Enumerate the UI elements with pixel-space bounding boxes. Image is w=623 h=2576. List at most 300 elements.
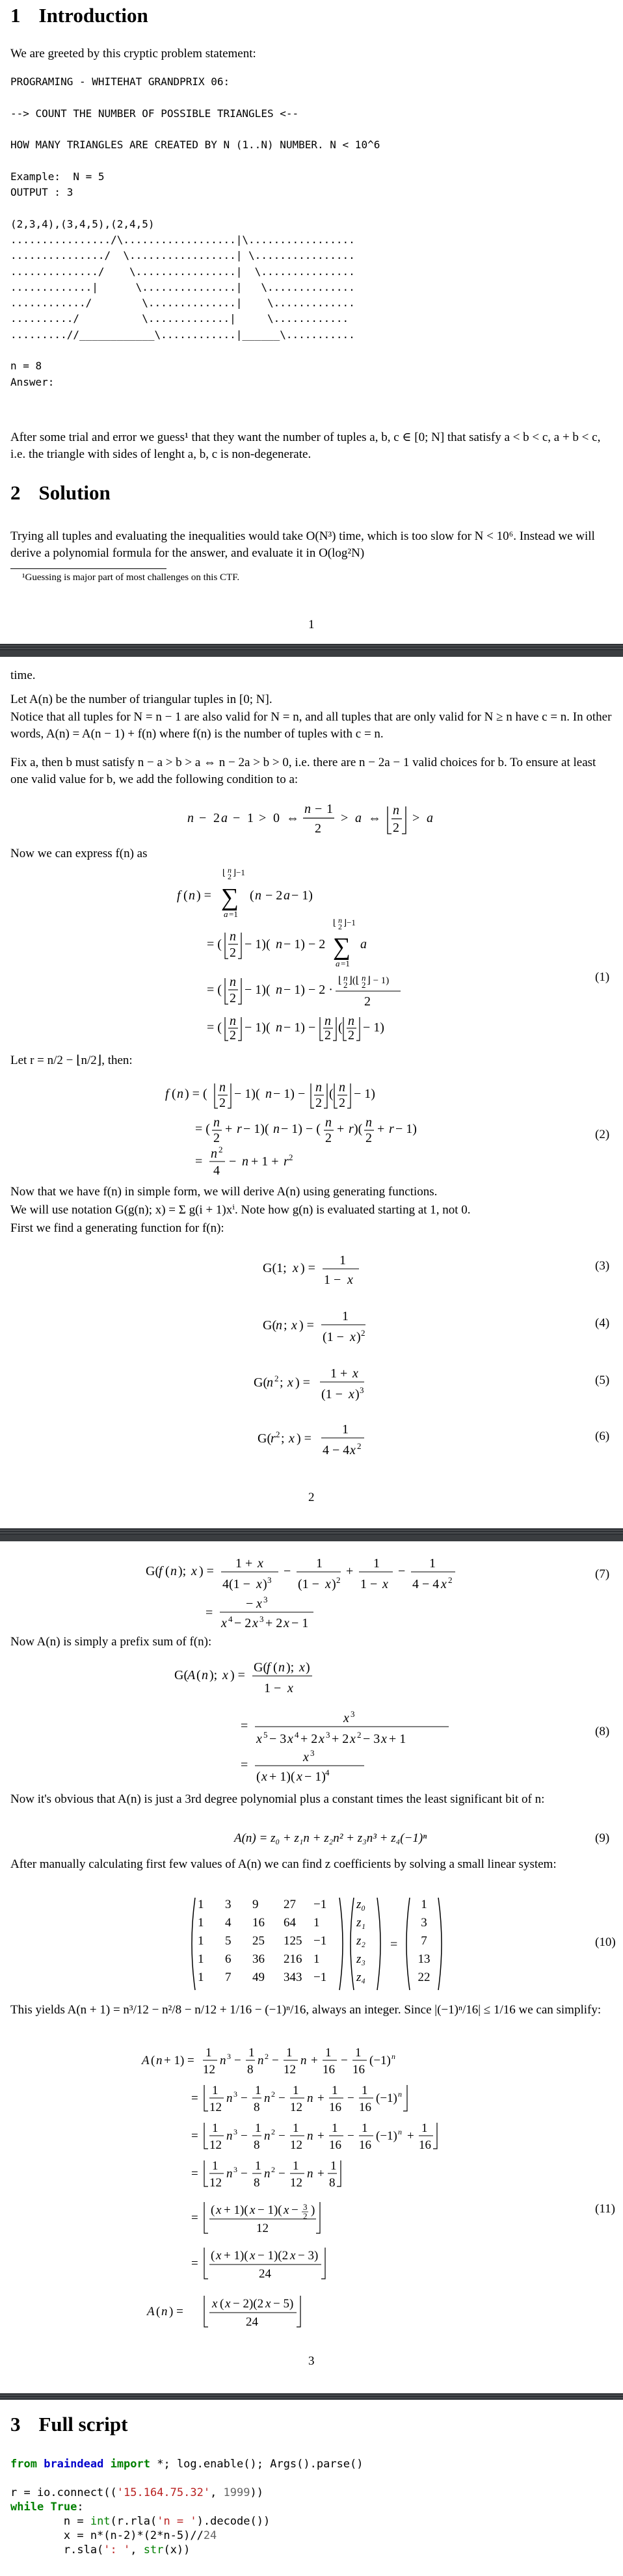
svg-text:− 5): − 5) [273,2297,294,2311]
svg-text:);: ); [209,1668,218,1682]
svg-text:4 − 4: 4 − 4 [412,1577,440,1591]
svg-text:n: n [276,1318,282,1333]
svg-text:+ 1) =: + 1) = [164,2054,194,2067]
svg-text:x: x [352,1366,358,1381]
svg-text:n: n [325,1115,332,1130]
pre-line: .............../ \.................| \................ [10,249,355,262]
svg-text:);: ); [178,1564,187,1578]
svg-text:x: x [299,1660,305,1675]
svg-text:3: 3 [233,2127,237,2136]
pre-line: ............/ \..............| \............. [10,297,355,310]
svg-text:−: − [234,2054,241,2067]
svg-text:r: r [284,1154,289,1169]
svg-text:+ 1: + 1 [389,1732,406,1746]
svg-text:3: 3 [259,1614,264,1624]
pre-line: n = 8 [10,360,42,373]
svg-text:x: x [290,2249,296,2263]
problem-statement-pre [10,74,380,390]
svg-text:=: = [191,2167,198,2181]
svg-text:= (: = ( [207,937,222,951]
svg-text:1: 1 [293,2159,299,2173]
svg-text:G(: G( [254,1375,268,1390]
svg-text:−: − [398,1564,406,1578]
svg-text:) =: ) = [196,888,211,903]
matrix-cell: −1 [313,1971,327,1984]
svg-text:x: x [347,1273,353,1287]
definition-text: Let A(n) be the number of triangular tuples in [0; N]. [10,693,272,706]
svg-text:a: a [355,811,362,825]
matrix-cell: 1 [313,1916,320,1930]
matrix-cell: 27 [284,1898,296,1911]
svg-text:4(1 −: 4(1 − [222,1577,250,1591]
svg-text:x: x [284,1616,289,1628]
svg-text:G(: G( [263,1318,277,1333]
svg-text:− 1): − 1) [291,888,313,903]
svg-text:1: 1 [255,2084,261,2097]
svg-text:1: 1 [293,2121,299,2135]
matrix-cell: 1 [198,1934,204,1948]
svg-text:− 1)(: − 1)( [234,1087,260,1101]
svg-text:A: A [187,1668,196,1682]
svg-text:n: n [338,916,342,925]
svg-text:= (: = ( [195,1122,210,1136]
svg-text:(: ( [273,1660,278,1675]
svg-text:2: 2 [274,1374,279,1383]
generating-functions-text: Now that we have f(n) in simple form, we will derive A(n) using generating functions. [10,1185,438,1199]
svg-text:2: 2 [303,2211,308,2221]
svg-text:x: x [350,1732,356,1746]
svg-text:2: 2 [230,991,236,1005]
equation-7 [0,1544,623,1628]
svg-text:(1 −: (1 − [321,1387,343,1401]
equation-2 [0,1073,623,1177]
svg-text:1: 1 [325,2046,332,2060]
svg-text:−: − [278,2091,285,2105]
svg-text:+: + [346,1564,354,1578]
svg-text:2: 2 [230,946,236,960]
svg-text:n: n [307,2091,313,2105]
svg-text:x: x [261,1770,267,1783]
svg-text:=: = [191,2129,198,2143]
svg-text:3: 3 [303,2202,308,2212]
equation-9: A(n) = z₀ + z₁n + z₂n² + z₃n³ + z₄(−1)ⁿ [234,1831,427,1845]
svg-text:+: + [225,1122,233,1136]
svg-text:⌋(⌊: ⌋(⌊ [349,976,360,986]
svg-text:x: x [191,1564,197,1578]
equation-8-svg [0,1653,623,1783]
svg-text:n: n [398,2127,402,2136]
svg-text:3: 3 [351,1709,355,1719]
svg-text:1: 1 [362,2084,368,2097]
equations-3-6 [0,1240,623,1480]
svg-text:): ) [355,1387,360,1401]
fix-a-text: Fix a, then b must satisfy n − a > b > a ⇔ n − 2a > b > 0, i.e. there are n − 2a − 1 valid choices for b. To ensure at least one valid value for b, we add the following condition to a: [10,756,596,786]
svg-text:+ 1 +: + 1 + [251,1154,279,1169]
svg-text:>: > [412,811,420,825]
svg-text:− 1) −: − 1) − [284,1020,316,1035]
svg-text:n: n [307,2129,313,2143]
svg-text:): ) [356,1330,361,1344]
svg-text:) = (: ) = ( [185,1087,207,1101]
svg-text:a: a [284,888,290,903]
recurrence-text: Notice that all tuples for N = n − 1 are also valid for N = n, and all tuples that are only valid for N ≥ n have c = n. In other words, A(n) = A(n − 1) + f(n) where f(n) is the number of tuples with c = n. [10,710,612,741]
pre-line: ........../ \.............| \............ [10,312,349,325]
svg-text:12: 12 [290,2176,302,2190]
pre-line: PROGRAMING - WHITEHAT GRANDPRIX 06: [10,75,230,88]
svg-text:16: 16 [359,2101,371,2114]
svg-text:x: x [221,1616,227,1628]
section-heading-full-script: 3 Full script [10,2413,128,2436]
svg-text:n: n [267,1375,273,1390]
svg-text:(: ( [156,2305,161,2318]
svg-text:G(: G( [258,1431,272,1446]
section-heading-solution: 2 Solution [10,481,111,504]
matrix-cell: 3 [225,1898,232,1911]
svg-text:(−1): (−1) [376,2129,397,2143]
matrix-cell: 1 [198,1898,204,1911]
matrix-cell: 1 [313,1952,320,1966]
page-2 [0,657,623,1528]
svg-text:−: − [241,2167,248,2181]
svg-text:−: − [347,2091,354,2105]
svg-text:3: 3 [263,1595,268,1604]
svg-text:− 3): − 3) [298,2249,319,2263]
svg-text:): ) [311,2203,315,2217]
svg-text:n: n [219,1080,226,1095]
svg-text:=: = [241,1758,248,1772]
svg-text:3: 3 [360,1385,364,1395]
equation-10-label: (10) [595,1935,616,1949]
svg-text:(: ( [329,1087,334,1101]
svg-text:(: ( [211,2249,215,2263]
matrix-cell: 1 [198,1952,204,1966]
svg-text:1: 1 [286,2046,293,2060]
express-f-text: Now we can express f(n) as [10,847,148,860]
svg-text:2: 2 [338,922,342,931]
svg-text:x: x [265,2297,271,2311]
code-line: n = int(r.rla('n = ').decode()) [10,2515,271,2528]
svg-text:12: 12 [209,2101,222,2114]
matrix-cell: 49 [252,1971,265,1984]
svg-text:G(: G( [254,1660,268,1675]
svg-text:1: 1 [342,1309,349,1323]
pre-line: Example: N = 5 [10,170,105,183]
svg-text:n: n [156,2054,163,2067]
condition-equation [0,795,623,840]
svg-text:x: x [319,1732,325,1746]
matrix-cell: 1 [198,1971,204,1984]
svg-text:=: = [191,2257,198,2270]
equation-6-label: (6) [595,1429,610,1443]
svg-text:x: x [287,1681,293,1695]
svg-text:=1: =1 [229,909,238,919]
svg-text:1: 1 [212,2159,219,2173]
svg-text:1: 1 [330,2159,337,2173]
svg-text:12: 12 [209,2176,222,2190]
matrix-cell: 6 [225,1952,232,1966]
svg-text:f: f [177,888,181,903]
matrix-cell: 25 [252,1934,265,1948]
svg-text:− 1)(: − 1)( [245,983,271,997]
svg-text:x: x [216,2203,222,2217]
pre-line [10,122,380,137]
svg-text:>: > [341,811,349,825]
svg-text:−: − [291,2203,298,2217]
svg-text:−: − [229,1154,237,1169]
svg-text:− 1) − 2 ·: − 1) − 2 · [284,983,333,997]
matrix-cell: 64 [284,1916,296,1930]
matrix-cell: 1 [198,1916,204,1930]
svg-text:16: 16 [329,2138,341,2152]
svg-text:x: x [287,1375,293,1390]
svg-text:=: = [195,1154,203,1169]
svg-text:3: 3 [233,2165,237,2174]
svg-text:⌊: ⌊ [338,976,342,986]
svg-text:1: 1 [247,811,254,825]
svg-text:G(1;: G(1; [263,1261,287,1275]
svg-text:− 1) − (: − 1) − ( [281,1122,321,1136]
equation-11-svg [0,2042,623,2341]
svg-text:) =: ) = [199,1564,214,1578]
svg-text:1: 1 [326,802,333,816]
page-number: 2 [308,1491,315,1504]
svg-text:−: − [341,2054,348,2067]
svg-text:+: + [377,1122,385,1136]
matrix-cell: 36 [252,1952,265,1966]
rhs-entry: 3 [421,1916,427,1930]
let-r-text: Let r = n/2 − ⌊n/2⌋, then: [10,1054,133,1067]
svg-text:2: 2 [213,1131,220,1145]
rhs-entry: 13 [418,1952,431,1966]
svg-text:=: = [241,1719,248,1733]
svg-text:x: x [382,1577,388,1591]
svg-text:12: 12 [290,2138,302,2152]
svg-text:⌊: ⌊ [222,868,226,877]
svg-text:n: n [189,888,195,903]
svg-text:;: ; [281,1431,285,1446]
z-vector [356,1898,376,1989]
equation-11-label: (11) [595,2202,615,2216]
svg-text:;: ; [284,1318,287,1333]
svg-text:2: 2 [219,1145,223,1154]
svg-text:1: 1 [316,1556,323,1571]
svg-text:+: + [317,2167,325,2181]
svg-text:n: n [343,973,348,983]
svg-text:f: f [159,1564,163,1578]
rhs-vector [412,1898,436,1989]
svg-text:3: 3 [267,1575,272,1585]
svg-text:x: x [252,1616,258,1628]
svg-text:n: n [264,2129,271,2143]
svg-text:− 1) − 2: − 1) − 2 [284,937,326,951]
page-number: 3 [308,2354,315,2368]
svg-text:∑: ∑ [221,884,239,911]
svg-text:r: r [237,1122,242,1136]
code-line: while True: [10,2501,84,2514]
svg-text:−: − [272,2054,279,2067]
svg-text:) =: ) = [169,2305,183,2318]
svg-text:16: 16 [352,2063,365,2077]
svg-text:=: = [390,1937,398,1952]
svg-text:n: n [230,1014,236,1028]
z-vector-entry: z₁ [356,1916,365,1930]
svg-text:⇔: ⇔ [286,811,299,825]
svg-text:n: n [213,1115,220,1130]
svg-text:);: ); [286,1660,295,1675]
svg-text:x: x [303,1750,309,1764]
equation-2-svg [0,1073,623,1177]
footnote-rule [10,568,166,569]
svg-text:=1: =1 [341,959,350,968]
svg-text:+: + [407,2129,414,2143]
svg-text:2: 2 [315,821,321,836]
svg-text:n: n [220,2054,226,2067]
svg-text:−: − [347,2129,354,2143]
matrix-cell: 16 [252,1916,265,1930]
svg-text:): ) [306,1660,310,1675]
svg-text:n: n [202,1668,208,1682]
svg-text:) =: ) = [297,1431,312,1446]
svg-text:(−1): (−1) [376,2091,397,2105]
svg-text:1: 1 [293,2084,299,2097]
svg-text:12: 12 [256,2222,269,2235]
svg-text:x: x [222,1668,228,1682]
svg-text:+: + [317,2091,325,2105]
equation-2-label: (2) [595,1128,610,1141]
svg-text:A: A [147,2305,155,2318]
svg-text:1: 1 [212,2121,219,2135]
svg-text:⌊: ⌊ [333,918,337,927]
svg-text:1: 1 [212,2084,219,2097]
page-number: 1 [308,618,315,631]
svg-text:(: ( [211,2203,215,2217]
polynomial-text: Now it's obvious that A(n) is just a 3rd degree polynomial plus a constant times the least significant bit of n: [10,1792,545,1806]
svg-text:− 1): − 1) [304,1770,326,1783]
pre-line: OUTPUT : 3 [10,186,73,199]
equation-1 [0,864,623,1046]
svg-text:n: n [362,973,366,983]
pre-line: (2,3,4),(3,4,5),(2,4,5) [10,217,155,230]
svg-text:1 −: 1 − [264,1681,282,1695]
linear-system-text: After manually calculating first few values of A(n) we can find z coefficients by solving a small linear system: [10,1857,557,1871]
svg-text:16: 16 [323,2063,335,2077]
svg-text:n: n [230,975,236,989]
svg-text:(: ( [220,2297,224,2311]
footnote: ¹Guessing is major part of most challenges on this CTF. [22,572,240,583]
svg-text:n: n [226,2091,233,2105]
svg-text:− 1): − 1) [395,1122,417,1136]
matrix-cell: 125 [284,1934,302,1948]
svg-text:a: a [360,937,367,951]
matrix-cell: 4 [225,1916,232,1930]
svg-text:n: n [264,2091,271,2105]
svg-text:) =: ) = [230,1668,245,1682]
svg-text:−: − [284,1564,291,1578]
svg-text:x: x [256,1577,262,1591]
condition-equation-svg [0,795,623,840]
svg-text:1: 1 [332,2121,338,2135]
svg-text:8: 8 [329,2176,336,2190]
svg-text:16: 16 [419,2138,431,2152]
svg-text:− 2: − 2 [265,888,283,903]
svg-text:= (: = ( [207,983,222,997]
svg-text:2: 2 [336,1575,341,1585]
page-separator [0,1528,623,1535]
svg-text:(: ( [165,1564,170,1578]
svg-text:n: n [300,2054,307,2067]
svg-text:n: n [228,866,232,875]
equation-8-label: (8) [595,1725,610,1738]
svg-text:− 1: − 1 [291,1616,309,1628]
svg-text:=: = [205,1606,213,1620]
svg-text:x: x [291,1318,297,1333]
svg-text:2: 2 [357,1441,362,1451]
z-vector-entry: z₃ [356,1952,365,1966]
svg-text:n: n [211,1147,217,1161]
equation-5-label: (5) [595,1374,610,1387]
svg-text:n: n [187,811,194,825]
rhs-entry: 7 [421,1934,427,1948]
svg-text:−: − [278,2129,285,2143]
z-vector-entry: z₄ [356,1971,365,1984]
svg-text:5: 5 [263,1730,268,1740]
svg-text:8: 8 [254,2138,260,2152]
svg-text:r: r [389,1122,394,1136]
svg-text:n: n [273,1122,280,1136]
svg-text:− 3: − 3 [269,1732,287,1746]
svg-text:n: n [226,2129,233,2143]
svg-text:2: 2 [228,872,232,881]
svg-text:⌋−1: ⌋−1 [343,918,356,927]
svg-text:2: 2 [448,1575,453,1585]
svg-text:12: 12 [284,2063,296,2077]
svg-text:2: 2 [271,2127,275,2136]
svg-text:x: x [216,2249,222,2263]
svg-text:3: 3 [310,1748,315,1758]
svg-text:2: 2 [357,1730,362,1740]
svg-text:1: 1 [339,1253,346,1268]
svg-text:x: x [381,1732,387,1746]
svg-text:n: n [304,802,311,816]
svg-text:12: 12 [203,2063,215,2077]
page-3 [0,1541,623,2393]
matrix-cell: −1 [313,1898,327,1911]
svg-text:8: 8 [254,2101,260,2114]
matrix-cell: 343 [284,1971,302,1984]
guess-paragraph: After some trial and error we guess¹ that they want the number of tuples a, b, c ∈ [0; N] that satisfy a < b < c, a + b < c, i.e. the triangle with sides of lenght a, b, c is non-degenerate. [10,431,601,461]
code-line [10,2471,364,2486]
continuation-text: time. [10,669,36,682]
svg-text:n: n [170,1564,177,1578]
svg-text:− 1): − 1) [354,1087,375,1101]
equation-11 [0,2042,623,2341]
svg-text:) =: ) = [300,1261,315,1275]
svg-text:): ) [332,1577,336,1591]
svg-text:− 1)(: − 1)( [243,1122,269,1136]
equation-7-label: (7) [595,1567,610,1581]
svg-text:0: 0 [273,811,280,825]
svg-text:−: − [246,1597,254,1611]
script-code-block [10,2457,364,2557]
svg-text:−: − [241,2091,248,2105]
svg-text:2: 2 [348,1028,354,1042]
svg-text:24: 24 [246,2315,258,2329]
equation-1-label: (1) [595,970,610,984]
svg-text:a: a [224,909,228,919]
code-line: from braindead import *; log.enable(); Args().parse() [10,2458,364,2471]
code-line: r.sla(': ', str(x)) [10,2543,191,2556]
svg-text:(: ( [151,2054,155,2067]
